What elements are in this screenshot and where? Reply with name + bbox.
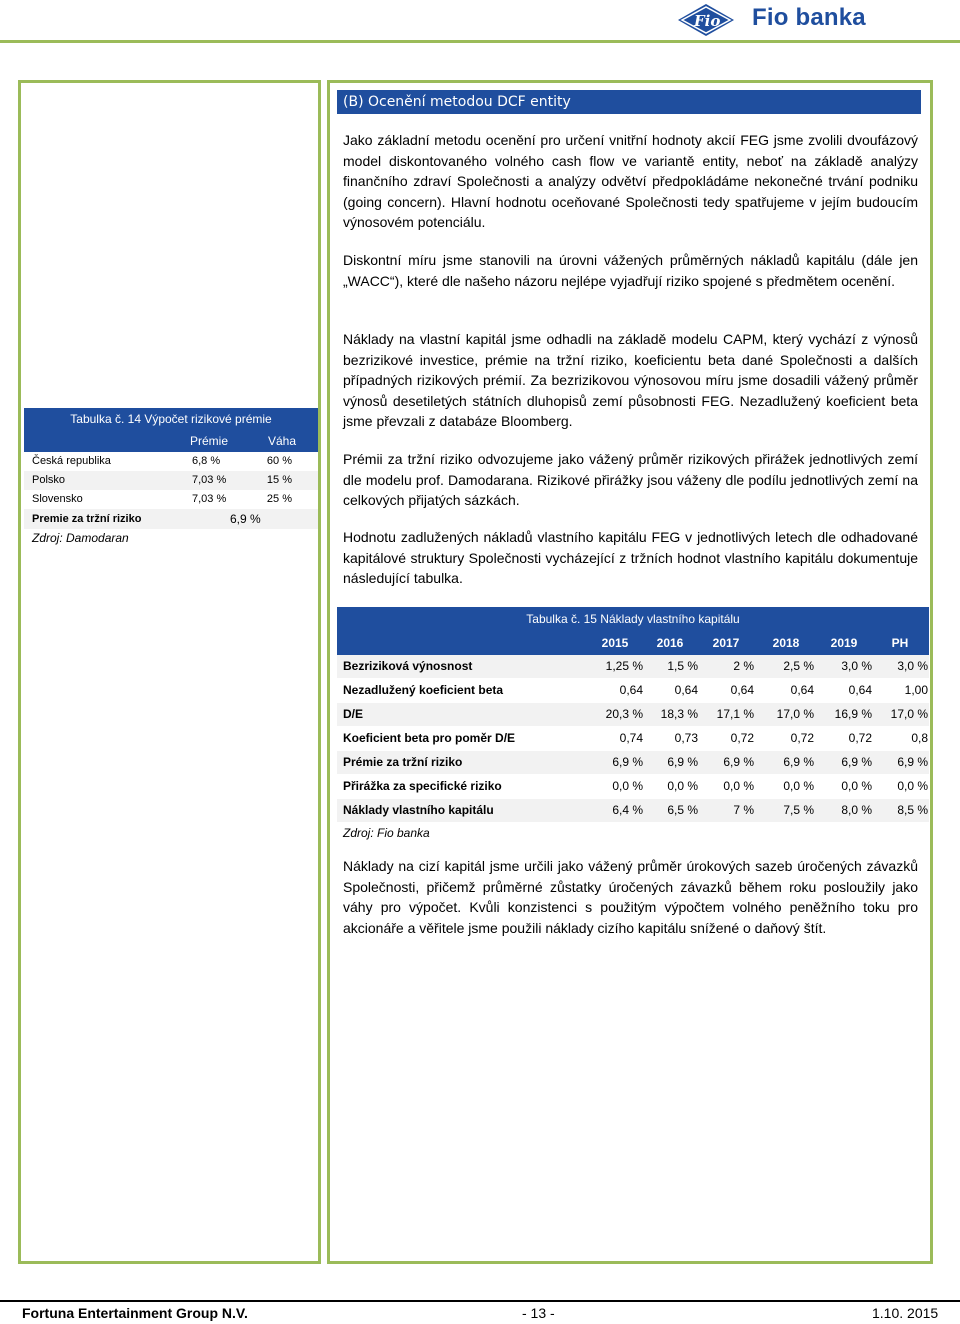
paragraph-1: Jako základní metodu ocenění pro určení vnitřní hodnoty akcií FEG jsme zvolili dvoufázový model diskontovaného volného cash flow ve variantě entity, neboť na základě analýzy finančního zdraví Společnosti a analýzy odvětví předpokládáme nekonečné trvání podniku (going concern). Hlavní hodnotu oceňované Společnosti tedy spatřujeme v jejím budoucím výnosovém potenciálu. <box>343 132 918 231</box>
table-cell: 6,9 % <box>723 755 754 769</box>
year-header: 2018 <box>772 636 800 650</box>
table-row <box>24 490 318 509</box>
table-summary-row <box>24 509 318 529</box>
row-label: Česká republika <box>32 455 111 467</box>
table-cell: 17,0 % <box>776 707 814 721</box>
cell-premie: 7,03 % <box>192 493 227 505</box>
table-cell: 0,74 <box>619 731 643 745</box>
table-source: Zdroj: Damodaran <box>32 531 129 545</box>
table-cell: 2 % <box>733 659 754 673</box>
row-label: Koeficient beta pro poměr D/E <box>343 731 516 745</box>
table-cell: 6,9 % <box>612 755 643 769</box>
table-cell: 0,64 <box>619 683 643 697</box>
row-label: Přirážka za specifické riziko <box>343 779 502 793</box>
header-rule <box>0 40 960 43</box>
table-cell: 7,5 % <box>783 803 814 817</box>
table-cell: 0,64 <box>790 683 814 697</box>
table-cell: 1,25 % <box>605 659 643 673</box>
row-label: Náklady vlastního kapitálu <box>343 803 494 817</box>
cell-vaha: 60 % <box>266 455 292 467</box>
paragraph-3: Náklady na vlastní kapitál jsme odhadli na základě modelu CAPM, který vychází z výnosů bezrizikové investice, prémie na tržní riziko, koeficientu beta dané Společnosti a dalších případných rizikových prémií. Za bezrizikovou výnosovou míru jsme dosadili vážený průměr výnosů desetiletých státních dluhopisů zemí působnosti FEG. Nezadlužený koeficient beta jsme převzali z databáze Bloomberg. <box>343 331 918 430</box>
table-header <box>24 430 318 452</box>
col-header-vaha: Váha <box>268 434 297 448</box>
cell-premie: 6,8 % <box>192 455 221 467</box>
svg-text:Fio: Fio <box>694 12 721 30</box>
footer-date: 1.10. 2015 <box>872 1305 939 1321</box>
table-cell: 3,0 % <box>897 659 928 673</box>
table-cell: 1,5 % <box>667 659 698 673</box>
table-cell: 6,9 % <box>667 755 698 769</box>
table-row <box>337 775 929 799</box>
row-label: Nezadlužený koeficient beta <box>343 683 504 697</box>
year-header: 2019 <box>830 636 858 650</box>
table-cell: 0,8 <box>911 731 928 745</box>
table-source: Zdroj: Fio banka <box>343 826 430 840</box>
table-cell: 0,0 % <box>612 779 643 793</box>
table-cell: 0,0 % <box>897 779 928 793</box>
year-header: 2015 <box>601 636 629 650</box>
table-row <box>337 703 929 727</box>
year-header: PH <box>891 636 909 650</box>
table-row <box>24 471 318 490</box>
row-label: D/E <box>343 707 364 721</box>
row-label: Prémie za tržní riziko <box>343 755 463 769</box>
table-cell: 0,64 <box>674 683 698 697</box>
brand-name: Fio banka <box>752 4 866 31</box>
table-cell: 16,9 % <box>834 707 872 721</box>
table-cell: 0,72 <box>730 731 754 745</box>
table-row <box>24 452 318 471</box>
table-cell: 0,0 % <box>841 779 872 793</box>
year-header: 2017 <box>712 636 740 650</box>
table-cell: 2,5 % <box>783 659 814 673</box>
table-row <box>337 727 929 751</box>
cell-vaha: 15 % <box>266 474 292 486</box>
table-cell: 6,9 % <box>897 755 928 769</box>
table-cell: 0,72 <box>790 731 814 745</box>
paragraph-6: Náklady na cizí kapitál jsme určili jako vážený průměr úrokových sazeb úročených závazků Společnosti, přičemž průměrné zůstatky úročených závazků během roku posloužily jako váhy pro výpočet. Kvůli konzistenci s použitým výpočtem volného peněžního toku pro akcionáře a věřitele jsme použili náklady cizího kapitálu snížené o daňový štít. <box>343 858 918 936</box>
cell-premie: 7,03 % <box>192 474 227 486</box>
summary-value: 6,9 % <box>230 512 261 526</box>
left-column-frame <box>18 80 321 1264</box>
paragraph-4: Prémii za tržní riziko odvozujeme jako vážený průměr rizikových přirážek jednotlivých zemí dle modelu prof. Damodarana. Rizikové přirážky jsou váženy dle podílu jednotlivých zemí na celkových přijatých sázkách. <box>343 451 918 509</box>
col-header-premie: Prémie <box>190 434 229 448</box>
row-label: Slovensko <box>32 493 83 505</box>
table-row <box>337 679 929 703</box>
paragraph-2: Diskontní míru jsme stanovili na úrovni vážených průměrných nákladů kapitálu (dále jen „WACC“), které dle našeho názoru nejlépe vyjadřují riziko spojené s předmětem ocenění. <box>343 252 918 289</box>
summary-label: Premie za tržní riziko <box>32 513 142 525</box>
table-cell: 6,4 % <box>612 803 643 817</box>
table-risk-premium <box>24 408 318 547</box>
row-label: Polsko <box>32 474 66 486</box>
table-title: Tabulka č. 14 Výpočet rizikové prémie <box>24 408 318 430</box>
footer-rule <box>0 1300 960 1302</box>
table-cell: 3,0 % <box>841 659 872 673</box>
table-row <box>337 655 929 679</box>
table-cell: 0,72 <box>848 731 872 745</box>
row-label: Bezriziková výnosnost <box>343 659 473 673</box>
table-cell: 0,0 % <box>723 779 754 793</box>
footer-company: Fortuna Entertainment Group N.V. <box>22 1305 248 1321</box>
table-row <box>337 751 929 775</box>
table-cell: 17,1 % <box>716 707 754 721</box>
table-cell: 6,5 % <box>667 803 698 817</box>
footer-page-number: - 13 - <box>522 1305 555 1321</box>
table-row <box>337 799 929 823</box>
table-cell: 7 % <box>733 803 754 817</box>
table-cell: 0,0 % <box>667 779 698 793</box>
cell-vaha: 25 % <box>266 493 292 505</box>
table-cell: 6,9 % <box>841 755 872 769</box>
table-cell: 0,64 <box>848 683 872 697</box>
table-body <box>337 655 929 823</box>
table-cell: 8,5 % <box>897 803 928 817</box>
table-cell: 0,64 <box>730 683 754 697</box>
paragraph-5: Hodnotu zadlužených nákladů vlastního kapitálu FEG v jednotlivých letech dle odhadované kapitálové struktury Společnosti vycházející z tržních hodnot vlastního kapitálu dokumentuje následující tabulka. <box>343 529 918 587</box>
table-title: Tabulka č. 15 Náklady vlastního kapitálu <box>337 607 929 631</box>
table-cell: 18,3 % <box>660 707 698 721</box>
table-cell: 0,0 % <box>783 779 814 793</box>
table-cell: 20,3 % <box>605 707 643 721</box>
year-header: 2016 <box>656 636 684 650</box>
section-title: (B) Ocenění metodou DCF entity <box>337 90 921 114</box>
table-cost-of-equity <box>337 607 929 843</box>
table-cell: 0,73 <box>674 731 698 745</box>
table-header <box>337 631 929 655</box>
table-cell: 6,9 % <box>783 755 814 769</box>
table-cell: 17,0 % <box>890 707 928 721</box>
table-cell: 8,0 % <box>841 803 872 817</box>
table-cell: 1,00 <box>904 683 928 697</box>
